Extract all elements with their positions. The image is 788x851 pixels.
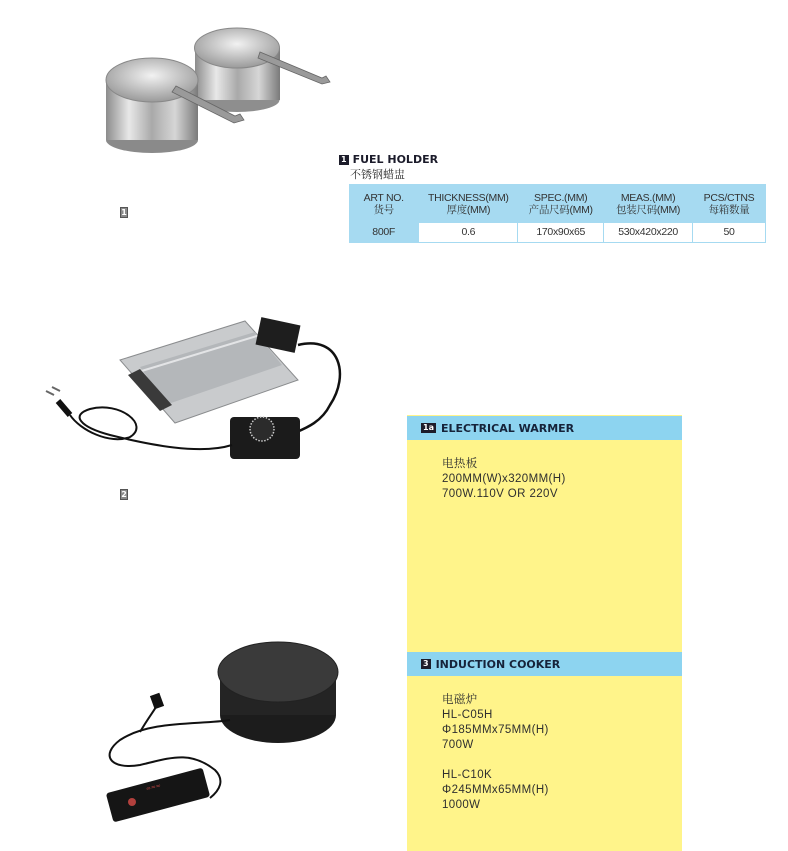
spec-line: 700W xyxy=(442,739,474,751)
table-row xyxy=(349,223,766,242)
spec-line: 电磁炉 xyxy=(442,694,478,706)
spec-line: HL-C05H xyxy=(442,709,493,721)
spec-line: Φ245MMx65MM(H) xyxy=(442,784,549,796)
table-header-meas: MEAS.(MM) 包装尺码(MM) xyxy=(604,184,693,223)
table-header-spec: SPEC.(MM) 产品尺码(MM) xyxy=(518,184,604,223)
spec-line: 电热板 xyxy=(442,458,478,470)
induction-cooker-header xyxy=(407,652,682,676)
cell-spec: 170x90x65 xyxy=(518,223,604,242)
cell-thickness: 0.6 xyxy=(419,223,518,242)
table-header-thickness: THICKNESS(MM) 厚度(MM) xyxy=(419,184,518,223)
product-index-badge-1: 1 xyxy=(121,208,127,217)
table-header-row xyxy=(349,184,766,223)
table-header-art-no: ART NO. 货号 xyxy=(349,184,419,223)
electrical-warmer-header xyxy=(407,416,682,440)
spec-line: HL-C10K xyxy=(442,769,493,781)
fuel-holder-title-text: FUEL HOLDER xyxy=(352,153,439,166)
induction-cooker-specs xyxy=(442,693,549,813)
fuel-holder-subtitle: 不锈钢蜡盅 xyxy=(350,168,405,181)
spec-line: 1000W xyxy=(442,799,481,811)
electrical-warmer-specs xyxy=(442,457,566,502)
induction-cooker-image xyxy=(90,630,370,830)
svg-text:≈≈≈: ≈≈≈ xyxy=(145,782,162,793)
cell-art-no: 800F xyxy=(349,223,419,242)
spec-line xyxy=(442,753,549,768)
electrical-warmer-image xyxy=(40,305,360,475)
section-number-badge: 3 xyxy=(423,659,429,668)
spec-line: Φ185MMx75MM(H) xyxy=(442,724,549,736)
electrical-warmer-title: ELECTRICAL WARMER xyxy=(440,421,575,435)
cell-pcs-ctns: 50 xyxy=(693,223,766,242)
table-header-pcs-ctns: PCS/CTNS 每箱数量 xyxy=(693,184,766,223)
induction-cooker-title: INDUCTION COOKER xyxy=(435,657,561,671)
fuel-holder-title xyxy=(339,153,438,166)
fuel-holder-image xyxy=(60,20,360,160)
section-number-badge: 1 xyxy=(341,154,347,164)
cell-meas: 530x420x220 xyxy=(604,223,693,242)
spec-line: 200MM(W)x320MM(H) xyxy=(442,473,566,485)
spec-line: 700W.110V OR 220V xyxy=(442,488,558,500)
section-number-badge: 1a xyxy=(423,423,434,432)
product-index-badge-2: 2 xyxy=(121,490,127,499)
fuel-holder-spec-table xyxy=(349,184,766,243)
